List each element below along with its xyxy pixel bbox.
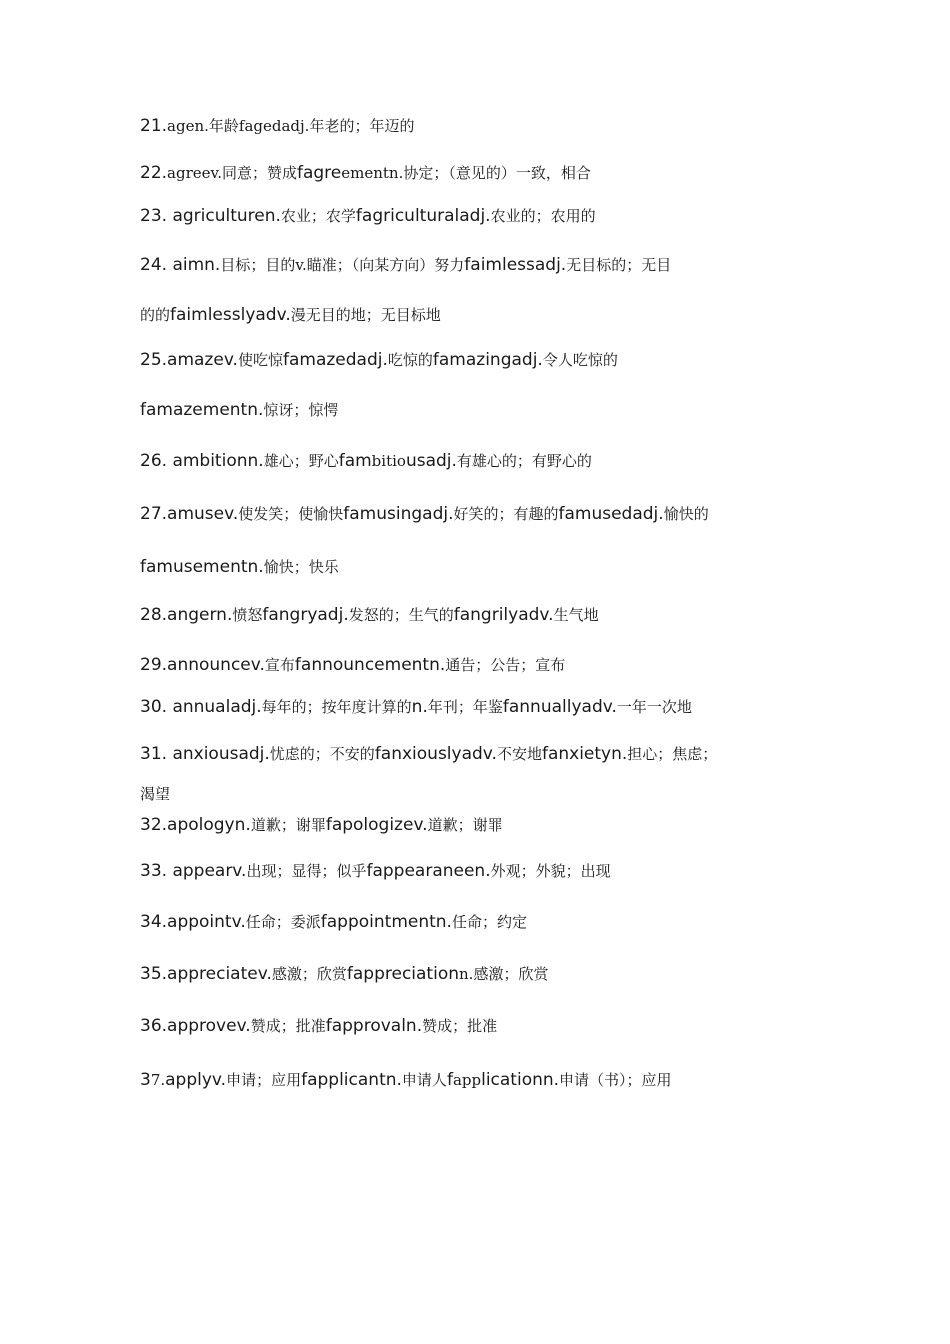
- text-segment: fanxiouslyadv.: [374, 744, 497, 764]
- text-segment: 24. aimn.: [140, 255, 221, 275]
- entry-23-line: [140, 205, 800, 227]
- entry-21-line: [140, 115, 800, 137]
- text-segment: n.: [411, 697, 428, 717]
- entry-25-continued: [140, 399, 800, 421]
- text-segment: agen.年龄f: [167, 117, 245, 135]
- entry-34-line: [140, 911, 800, 933]
- text-segment: 26. ambitionn.: [140, 451, 264, 471]
- text-segment: 32.apologyn.: [140, 815, 251, 835]
- text-segment: famusingadj.: [343, 504, 454, 524]
- text-segment: 35.appreciatev.: [140, 964, 272, 984]
- entry-31-line: [140, 743, 800, 765]
- text-segment: 愉快的: [663, 505, 709, 523]
- text-segment: usadj.: [405, 451, 457, 471]
- entry-27-continued: [140, 556, 800, 578]
- text-segment: 吃惊的: [387, 351, 433, 369]
- text-segment: 好笑的；有趣的: [453, 505, 559, 523]
- entry-33-line: [140, 860, 800, 882]
- entry-28-line: [140, 604, 800, 626]
- text-segment: bitio: [371, 452, 406, 470]
- text-segment: 申请；应用: [226, 1071, 302, 1089]
- text-segment: 道歉；谢罪: [427, 816, 503, 834]
- text-segment: 7.: [150, 1071, 166, 1089]
- text-segment: 外观；外貌；出现: [490, 862, 611, 880]
- text-segment: fannouncementn.: [294, 655, 446, 675]
- text-segment: 每年的；按年度计算的: [261, 698, 412, 716]
- text-segment: licationn.: [481, 1070, 560, 1090]
- text-segment: 申请人: [401, 1071, 447, 1089]
- text-segment: fappearaneen.: [366, 861, 491, 881]
- text-segment: 愤怒: [232, 606, 263, 624]
- text-segment: famazedadj.: [282, 350, 388, 370]
- entry-24-continued: [140, 304, 800, 326]
- text-segment: 漫无目的地；无目标地: [290, 306, 441, 324]
- text-segment: famusementn.: [140, 557, 264, 577]
- text-segment: 雄心；野心: [263, 452, 339, 470]
- text-segment: 无目标的；无目: [566, 256, 672, 274]
- text-segment: f: [446, 1070, 453, 1090]
- entry-37-line: [140, 1069, 800, 1091]
- text-segment: 34.appointv.: [140, 912, 246, 932]
- text-segment: fappreciation: [346, 964, 460, 984]
- text-segment: 申请（书）；应用: [559, 1071, 672, 1089]
- text-segment: agreev.同意；赞成: [167, 164, 297, 182]
- text-segment: 不安地: [496, 745, 542, 763]
- text-segment: 令人吃惊的: [542, 351, 618, 369]
- text-segment: fam: [338, 451, 372, 471]
- text-segment: 宣布: [264, 656, 295, 674]
- text-segment: 3: [140, 1070, 151, 1090]
- entry-27-line: [140, 503, 800, 525]
- text-segment: n.感激；欣赏: [459, 965, 549, 983]
- text-segment: famazingadj.: [432, 350, 543, 370]
- text-segment: fagriculturaladj.: [355, 206, 491, 226]
- text-segment: fapologizev.: [325, 815, 428, 835]
- text-segment: fangrilyadv.: [453, 605, 554, 625]
- text-segment: 发怒的；生气的: [348, 606, 454, 624]
- text-segment: 30. annualadj.: [140, 697, 262, 717]
- entry-22-line: [140, 162, 800, 184]
- text-segment: fappointmentn.: [320, 912, 452, 932]
- text-segment: fanxietyn.: [541, 744, 628, 764]
- text-segment: 出现；显得；似乎: [246, 862, 367, 880]
- entry-36-line: [140, 1015, 800, 1037]
- text-segment: 农业的；农用的: [490, 207, 596, 225]
- text-segment: fannuallyadv.: [502, 697, 617, 717]
- text-segment: 道歉；谢罪: [250, 816, 326, 834]
- text-segment: 的的: [140, 306, 171, 324]
- entry-24-line: [140, 254, 800, 276]
- text-segment: 28.angern.: [140, 605, 233, 625]
- text-segment: agedadj.年老的；年迈的: [244, 117, 415, 135]
- text-segment: 感激；欣赏: [271, 965, 347, 983]
- text-segment: 33. appearv.: [140, 861, 247, 881]
- text-segment: ementn.协定；（意见的）一致，相合: [341, 164, 591, 182]
- text-segment: fagre: [296, 163, 342, 183]
- text-segment: 惊讶；惊愕: [263, 401, 339, 419]
- entry-35-line: [140, 963, 800, 985]
- text-segment: 年刊；年鉴: [427, 698, 503, 716]
- entry-31-continued: [140, 783, 800, 805]
- text-segment: 任命；约定: [451, 913, 527, 931]
- text-segment: 通告；公告；宣布: [445, 656, 566, 674]
- text-segment: 36.approvev.: [140, 1016, 251, 1036]
- text-segment: 任命；委派: [245, 913, 321, 931]
- entry-25-line: [140, 349, 800, 371]
- text-segment: 一年一次地: [616, 698, 692, 716]
- text-segment: 22.: [140, 163, 168, 183]
- entry-30-line: [140, 696, 800, 718]
- text-segment: 农业；农学: [280, 207, 356, 225]
- text-segment: 29.announcev.: [140, 655, 265, 675]
- text-segment: 愉快；快乐: [263, 558, 339, 576]
- text-segment: faimlessadj.: [464, 255, 567, 275]
- text-segment: 21.: [140, 116, 168, 136]
- text-segment: 赞成；批准: [422, 1017, 498, 1035]
- text-segment: 31. anxiousadj.: [140, 744, 270, 764]
- text-segment: famazementn.: [140, 400, 264, 420]
- entry-26-line: [140, 450, 800, 472]
- text-segment: fapplicantn.: [301, 1070, 402, 1090]
- text-segment: 有雄心的；有野心的: [456, 452, 592, 470]
- entry-32-line: [140, 814, 800, 836]
- text-segment: 生气地: [553, 606, 599, 624]
- text-segment: 使吃惊: [237, 351, 283, 369]
- text-segment: app: [452, 1071, 482, 1089]
- text-segment: 赞成；批准: [250, 1017, 326, 1035]
- text-segment: faimlesslyadv.: [170, 305, 291, 325]
- text-segment: 目标；目的v.瞄准；（向某方向）努力: [220, 256, 465, 274]
- text-segment: 担心；焦虑；: [627, 745, 718, 763]
- text-segment: 25.amazev.: [140, 350, 238, 370]
- text-segment: applyv.: [165, 1070, 227, 1090]
- text-segment: 23. agriculturen.: [140, 206, 281, 226]
- text-segment: 渴望: [140, 785, 171, 803]
- entry-29-line: [140, 654, 800, 676]
- text-segment: 27.amusev.: [140, 504, 239, 524]
- text-segment: famusedadj.: [558, 504, 664, 524]
- text-segment: fapprovaln.: [325, 1016, 423, 1036]
- text-segment: 使发笑；使愉快: [238, 505, 344, 523]
- text-segment: fangryadj.: [262, 605, 349, 625]
- text-segment: 忧虑的；不安的: [269, 745, 375, 763]
